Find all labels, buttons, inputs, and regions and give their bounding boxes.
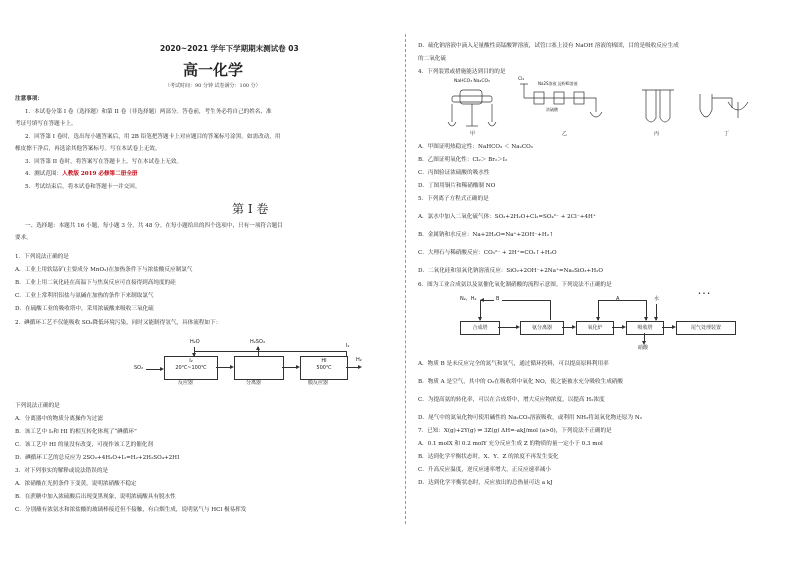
q2-stem: 2．碘循环工艺不仅能吸收 SO₂降低环境污染，同时又能制得氢气，具体流程如下： (15, 320, 222, 326)
q3-option-c: C．分别蘸有浓氨水和浓盐酸的玻璃棒接近但不接触，有白烟生成，说明氨气与 HCl 极易挥发 (15, 507, 247, 513)
q2-flow-diagram (134, 338, 370, 400)
apparatus-drawing (446, 78, 756, 140)
flow-b: B (496, 296, 500, 302)
q7-option-d: D．达到化学平衡状态时，反应放出的总热量可达 a kJ (418, 480, 553, 486)
q1-stem: 1．下列说法正确的是 (15, 254, 69, 260)
q7-option-a: A．0.1 molX 和 0.2 molY 充分反应生成 Z 的物质的量一定小于 0.3 mol (418, 441, 603, 447)
q6-flow-diagram (458, 291, 758, 356)
q2-substem: 下列说法正确的是 (15, 403, 60, 409)
flow-n2h2: N₂、H₂ (460, 296, 477, 302)
instructions-line: 一、选择题：本题共 16 小题，每小题 3 分，共 48 分。在每小题给出的四个选项中，只有一项符合题目 (25, 223, 283, 229)
test-range: 人教版 2019 必修第二册全册 (62, 171, 138, 177)
apparatus-b-bottom: 浓硫酸 (546, 107, 558, 112)
q3-option-b: B．在蔗糖中加入浓硫酸后出现变黑现象，说明浓硫酸具有脱水性 (15, 494, 176, 500)
note-line: 橡皮擦干净后，再选涂其他答案标号。写在本试卷上无效。 (15, 146, 161, 152)
flow-dots: • • • (698, 291, 711, 297)
flow-so2: SO₂ (134, 365, 144, 371)
q6-stem: 6．图为工业合成氨以及氨催化氧化制硝酸的流程示意图。下列说法不正确的是 (418, 282, 612, 288)
separator-box (234, 356, 284, 380)
q4-option-d: D．丁图用铜片和稀硝酸制 NO (418, 183, 496, 189)
q3-option-a: A．浓硝酸在光照条件下变黄，说明浓硝酸不稳定 (15, 481, 137, 487)
reactor-label: 反应器 (178, 380, 194, 386)
apparatus-d-label: 丁 (724, 131, 730, 137)
q5-stem: 5．下列离子方程式正确的是 (418, 196, 489, 202)
q2-option-b: B．该工艺中 I₂和 HI 的相互转化体现了“碘循环” (15, 429, 137, 435)
exam-info: （考试时间：90 分钟 试卷满分：100 分） (165, 83, 261, 89)
note-line: 3．回答第 II 卷时，将答案写在答题卡上。写在本试卷上无效。 (25, 159, 182, 165)
absorber-box: 吸收塔 (626, 321, 664, 335)
q4-option-a: A．甲图证明热稳定性：NaHCO₃ ＜ Na₂CO₃ (418, 144, 533, 150)
note-line: 1．本试卷分第 I 卷（选择题）和第 II 卷（非选择题）两部分。答卷前，考生务必将自己的姓名、准 (25, 109, 272, 115)
tail-gas-box: 尾气处理装置 (676, 321, 736, 335)
flow-h2: H₂ (356, 357, 362, 363)
notes-heading: 注意事项： (15, 96, 43, 102)
note-line: 4．测试范围：人教版 2019 必修第二册全册 (25, 171, 138, 177)
membrane-box: HI 500℃ (300, 356, 348, 380)
note-line: 2．回答第 I 卷时，选出每小题答案后，用 2B 铅笔把答题卡上对应题目的答案标号涂黑。如需改动，用 (25, 134, 281, 140)
subject-title: 高一化学 (183, 61, 244, 79)
q1-option-b: B．工业上用二氧化硅在高温下与焦炭反应可直接得到高纯度的硅 (15, 280, 176, 286)
apparatus-c-label: 丙 (654, 131, 660, 137)
flow-i2-top: I₂ (346, 343, 350, 349)
section-title: 第 I 卷 (232, 202, 269, 216)
q5-option-b: B．金属钠和水反应：Na+2H₂O=Na⁺+2OH⁻+H₂↑ (418, 232, 554, 238)
reactor-box: I₂ 20℃~100℃ (164, 356, 218, 380)
q3-option-d-line2: 的二氧化硫 (418, 56, 446, 62)
q3-stem: 3．对下列事实的解释或说法错误的是 (15, 468, 109, 474)
q4-apparatus (446, 78, 756, 140)
q4-option-b: B．乙图证明氧化性：Cl₂＞ Br₂＞I₂ (418, 157, 508, 163)
q2-option-c: C．该工艺中 HI 的量没有改变，可视作该工艺的催化剂 (15, 442, 153, 448)
q2-option-a: A．分离器中的物质分离操作为过滤 (15, 416, 103, 422)
membrane-label: 膜反应器 (308, 380, 329, 386)
flow-h2o: H₂O (190, 339, 200, 345)
q4-stem: 4．下列装置或措施能达到目的的是 (418, 69, 506, 75)
apparatus-b-side: Na2S溶液 淀粉KI溶液 (538, 81, 578, 86)
ammonia-separator-box: 氨分离器 (520, 321, 564, 335)
q5-option-a: A．氯水中加入二氧化硫气体：SO₂+2H₂O+Cl₂=SO₄²⁻ + 2Cl⁻+4H⁺ (418, 214, 596, 220)
oxidizer-box: 氧化炉 (576, 321, 614, 335)
q1-option-d: D．在硫酸工业的吸收塔中，采用浓硫酸来吸收三氧化硫 (15, 306, 154, 312)
q2-option-d: D．碘循环工艺的总反应为 2SO₂+4H₂O+I₂=H₂+2H₂SO₄+2HI (15, 455, 180, 461)
q6-option-a: A．物质 B 是未反应完全的氮气和氢气，通过循环投料，可以提高原料利用率 (418, 361, 609, 367)
flow-h2so4: H₂SO₄ (250, 339, 265, 345)
q1-option-a: A．工业上用软锰矿(主要成分 MnO₂)在加热条件下与浓盐酸反应制氯气 (15, 267, 193, 273)
q6-option-c: C．为提高氨的转化率，可以在合成塔中，增大反应物浓度，以提高 H₂浓度 (418, 397, 605, 403)
q5-option-c: C．大理石与稀硝酸反应：CO₃²⁻ + 2H⁺=CO₂↑+H₂O (418, 250, 557, 256)
q4-option-c: C．丙图验证浓硫酸的吸水性 (418, 170, 490, 176)
q5-option-d: D．二氧化硅和氢氧化钠溶液反应：SiO₂+2OH⁻+2Na⁺=Na₂SiO₃+H₂O (418, 268, 603, 274)
q7-stem: 7．已知：X(g)+2Y(g) ⇌ 3Z(g) ΔH=-akJ/mol (a>0)，下列说法不正确的是 (418, 428, 612, 434)
column-divider (405, 34, 407, 524)
q6-option-d: D．尾气中的氮氧化物可使用碱性的 Na₂CO₃溶液吸收，或利用 NH₃将氮氧化物还原为 N₂ (418, 415, 642, 421)
apparatus-b-top: Cl₂ (518, 77, 525, 82)
q7-option-c: C．升高反应温度，逆反应速率增大，正反应速率减小 (418, 467, 551, 473)
apparatus-a-top: NaHCO₃ Na₂CO₃ (454, 79, 490, 84)
note-line: 5．考试结束后，将本试卷和答题卡一并交回。 (25, 184, 141, 190)
flow-a: A (616, 296, 620, 302)
q7-option-b: B．达到化学平衡状态时，X、Y、Z 的浓度不再发生变化 (418, 454, 559, 460)
note-line: 考证号填写在答题卡上。 (15, 121, 77, 127)
flow-water: 水 (654, 296, 660, 302)
apparatus-a-label: 甲 (470, 131, 476, 137)
flow-hno3: 硝酸 (638, 345, 649, 351)
synth-tower-box: 合成塔 (460, 321, 500, 335)
q3-option-d-line1: D．硫化钠溶液中滴入足量酸性高锰酸钾溶液，试管口塞上浸有 NaOH 溶液的棉团，目的是吸收反应生成 (418, 43, 679, 49)
instructions-line: 要求。 (15, 235, 32, 241)
q1-option-c: C．工业上常利用铝盐与氨碱在加热的条件下来制取氯气 (15, 293, 154, 299)
exam-title: 2020~2021 学年下学期期末测试卷 03 (160, 44, 299, 53)
separator-label: 分离器 (246, 380, 262, 386)
q6-option-b: B．物质 A 是空气，其中的 O₂在吸收塔中氧化 NO，使之能被水充分吸收生成硝酸 (418, 379, 623, 385)
apparatus-b-label: 乙 (562, 131, 568, 137)
